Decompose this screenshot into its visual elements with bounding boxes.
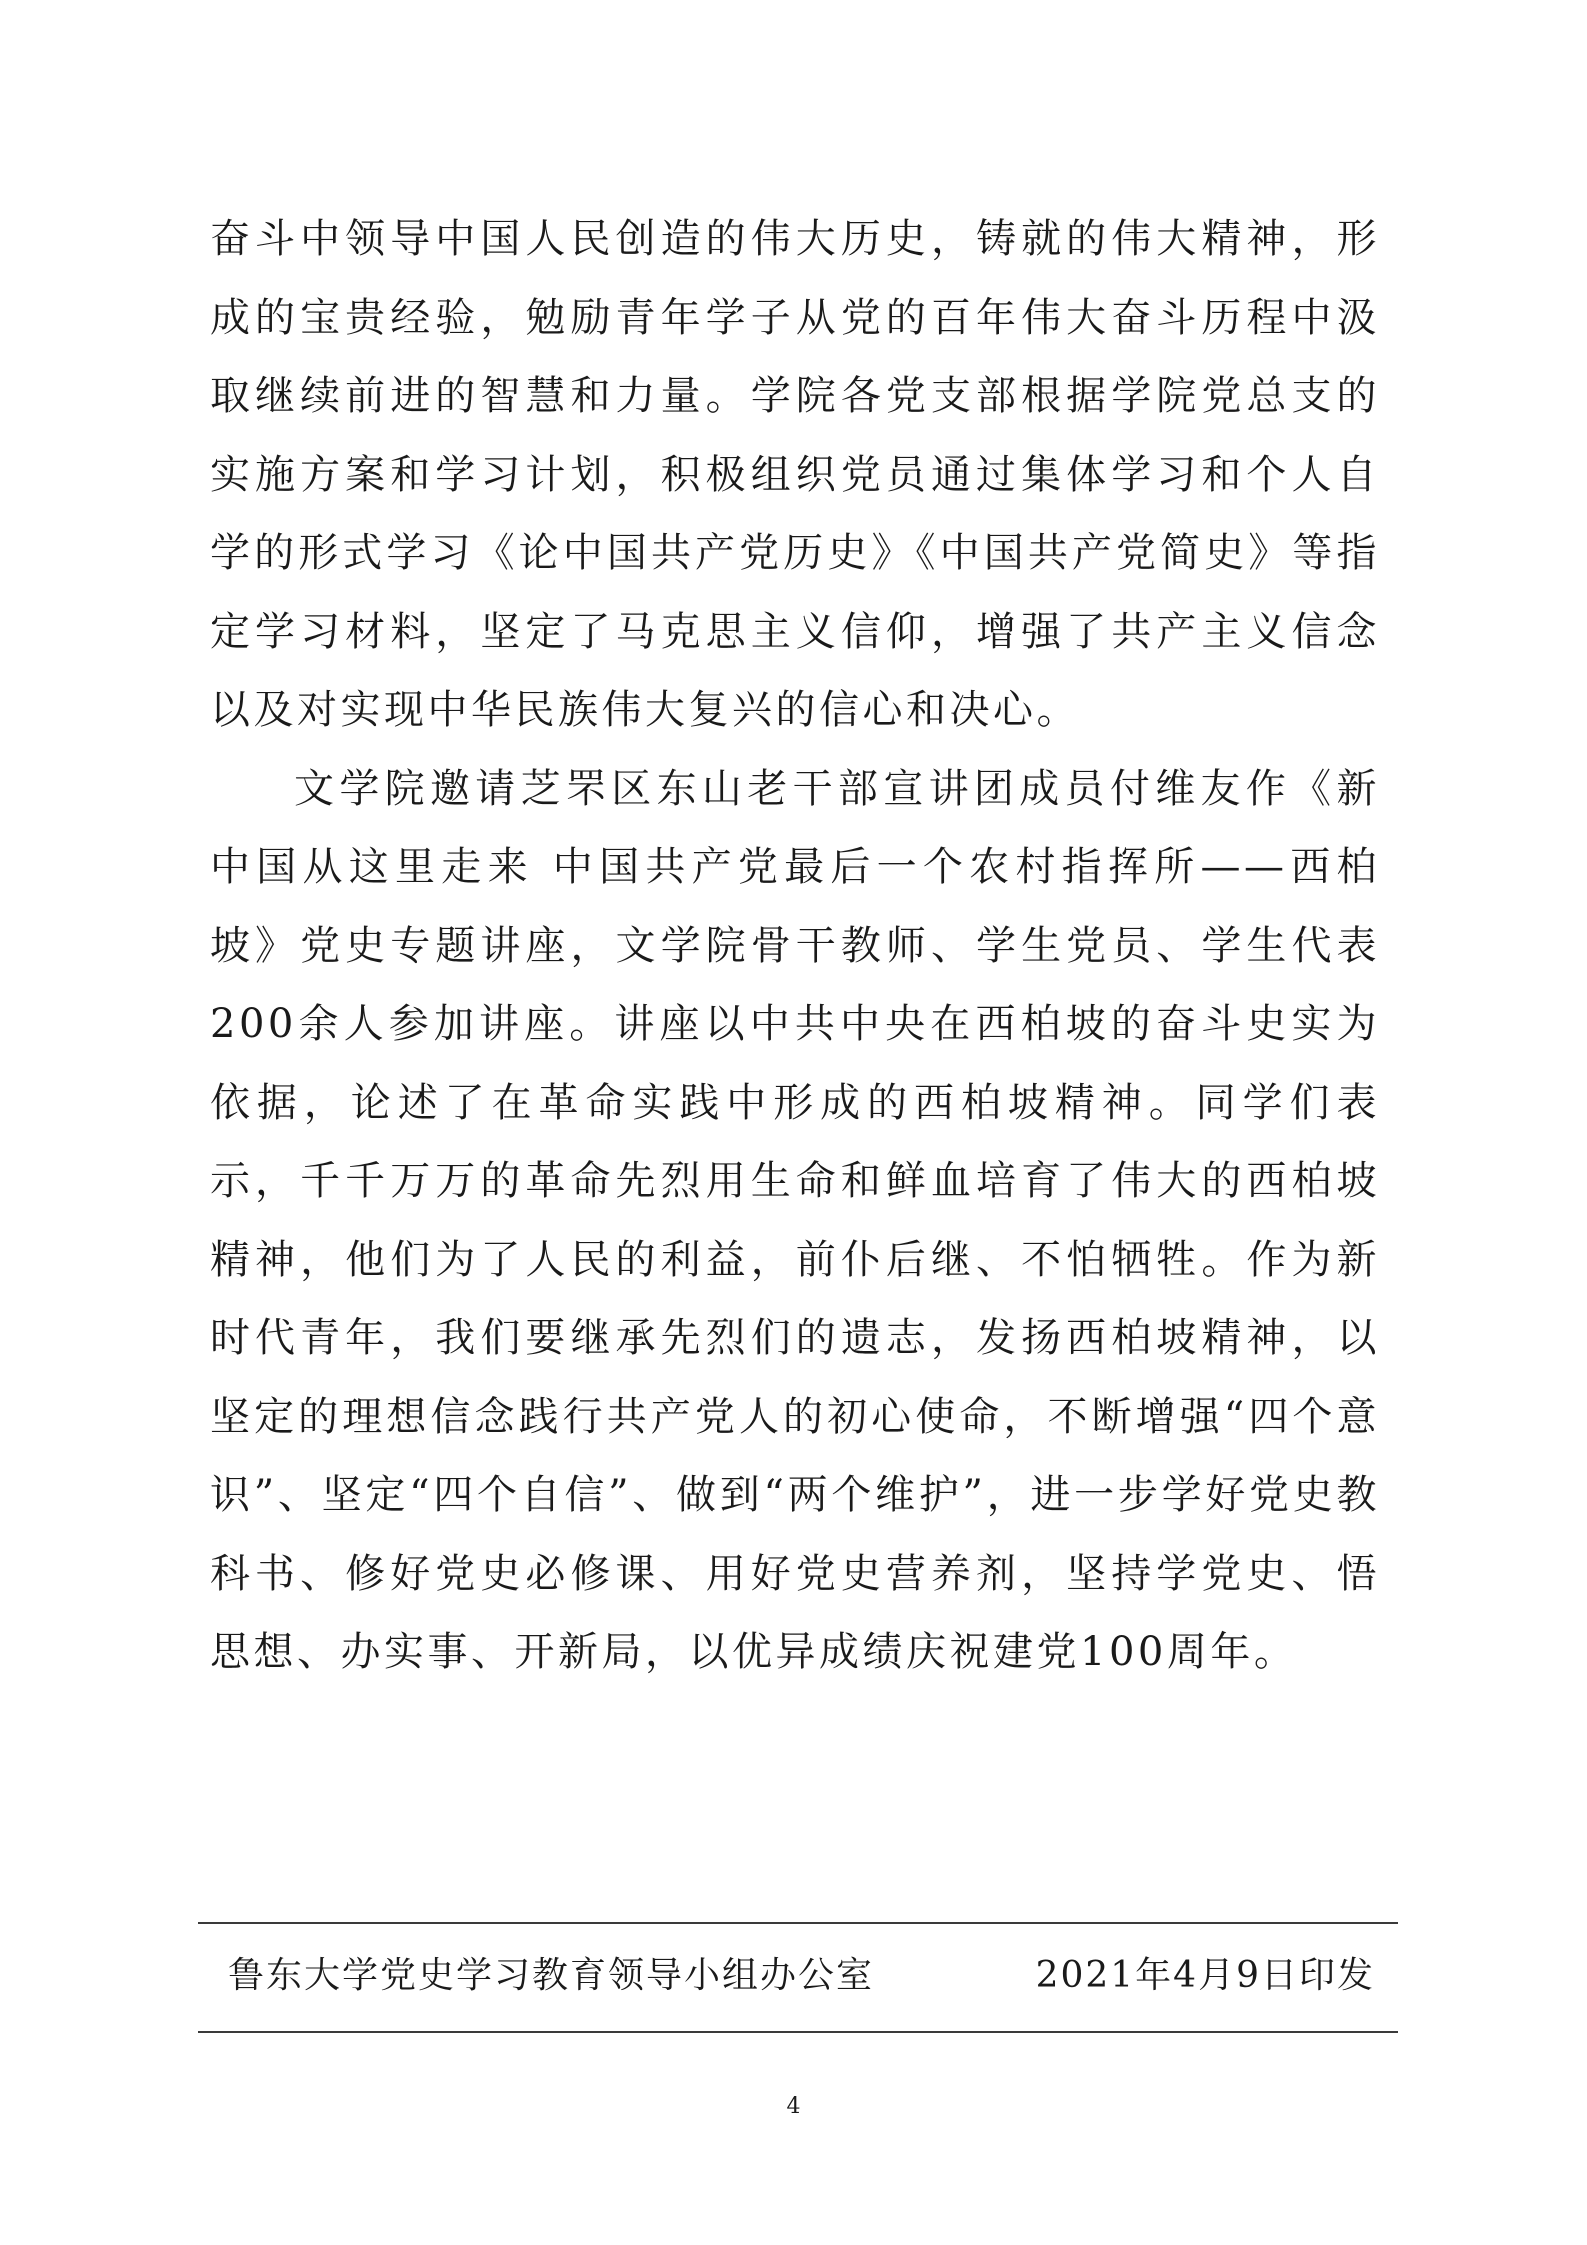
paragraph-lecture: 文学院邀请芝罘区东山老干部宣讲团成员付维友作《新中国从这里走来 中国共产党最后一个农村指挥所——西柏坡》党史专题讲座，文学院骨干教师、学生党员、学生代表200余人参加讲座。讲座以中共中央在西柏坡的奋斗史实为依据，论述了在革命实践中形成的西柏坡精神。同学们表示，千千万万的革命先烈用生命和鲜血培育了伟大的西柏坡精神，他们为了人民的利益，前仆后继、不怕牺牲。作为新时代青年，我们要继承先烈们的遗志，发扬西柏坡精神，以坚定的理想信念践行共产党人的初心使命，不断增强“四个意识”、坚定“四个自信”、做到“两个维护”，进一步学好党史教科书、修好党史必修课、用好党史营养剂，坚持学党史、悟思想、办实事、开新局，以优异成绩庆祝建党100周年。	[210, 765, 1380, 1675]
footer-bottom-rule	[198, 2031, 1398, 2033]
footer-organization: 鲁东大学党史学习教育领导小组办公室	[228, 1955, 875, 1996]
paragraph-continuation: 奋斗中领导中国人民创造的伟大历史，铸就的伟大精神，形成的宝贵经验，勉励青年学子从党的百年伟大奋斗历程中汲取继续前进的智慧和力量。学院各党支部根据学院党总支的实施方案和学习计划，积极组织党员通过集体学习和个人自学的形式学习《论中国共产党历史》《中国共产党简史》等指定学习材料，坚定了马克思主义信仰，增强了共产主义信念以及对实现中华民族伟大复兴的信心和决心。	[210, 216, 1380, 733]
footer-top-rule	[198, 1922, 1398, 1924]
body-text	[210, 200, 1380, 1692]
page-number: 4	[786, 2094, 801, 2119]
footer-print-date: 2021年4月9日印发	[1035, 1955, 1375, 1996]
